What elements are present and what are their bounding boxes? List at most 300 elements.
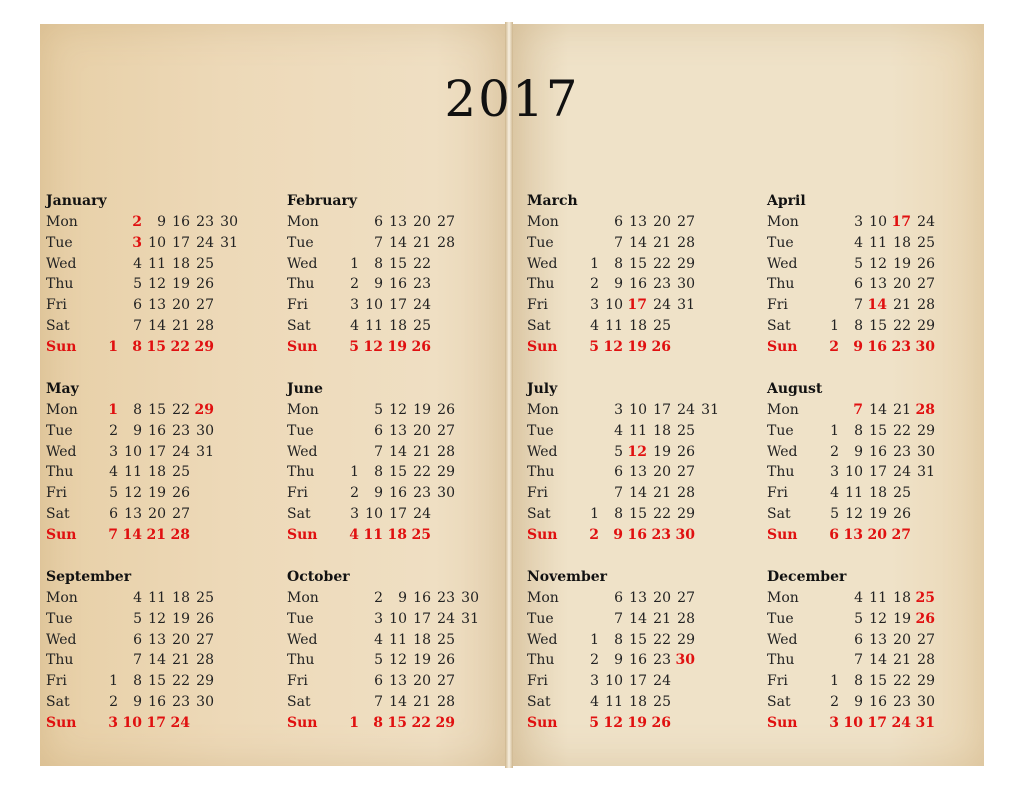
date-cell: 13 xyxy=(148,297,166,314)
date-cell: 14 xyxy=(869,402,887,418)
date-cell: 22 xyxy=(172,402,190,418)
date-cell: 29 xyxy=(917,318,935,334)
date-cell: 21 xyxy=(172,652,190,669)
date-cell: 10 xyxy=(605,297,623,314)
weekday-label: Thu xyxy=(767,652,795,669)
week-row xyxy=(767,444,997,464)
date-cell: 26 xyxy=(437,652,455,669)
month-name: June xyxy=(287,381,323,397)
date-cell: 25 xyxy=(677,422,695,439)
date-cell: 21 xyxy=(413,694,431,710)
week-row xyxy=(46,276,276,296)
date-cell: 11 xyxy=(363,526,383,543)
date-cell: 21 xyxy=(893,652,911,669)
weekday-label: Mon xyxy=(46,402,78,418)
date-cell: 29 xyxy=(435,714,455,731)
week-row xyxy=(46,339,276,359)
date-cell: 15 xyxy=(629,255,647,272)
date-cell: 7 xyxy=(108,526,118,543)
date-cell: 26 xyxy=(196,276,214,293)
week-row xyxy=(527,694,757,714)
date-cell: 26 xyxy=(677,443,695,460)
date-cell: 8 xyxy=(133,673,142,690)
date-cell: 29 xyxy=(194,338,214,355)
date-cell: 3 xyxy=(108,714,118,731)
date-cell: 17 xyxy=(629,673,647,690)
date-cell: 21 xyxy=(413,234,431,251)
date-cell: 13 xyxy=(869,276,887,293)
date-cell: 11 xyxy=(605,318,623,334)
date-cell: 28 xyxy=(677,610,695,627)
week-row xyxy=(287,485,517,505)
date-cell: 3 xyxy=(374,610,383,627)
date-cell: 18 xyxy=(893,590,911,606)
date-cell: 27 xyxy=(437,422,455,439)
date-cell: 27 xyxy=(677,464,695,481)
date-cell: 25 xyxy=(893,485,911,502)
date-cell: 21 xyxy=(893,402,911,418)
weekday-label: Wed xyxy=(46,443,77,460)
month-name: July xyxy=(527,381,558,397)
date-cell: 10 xyxy=(124,443,142,460)
date-cell: 2 xyxy=(590,652,599,669)
weekday-label: Wed xyxy=(527,443,558,460)
date-cell: 26 xyxy=(917,255,935,272)
date-cell: 17 xyxy=(653,402,671,418)
date-cell: 3 xyxy=(590,673,599,690)
date-cell: 17 xyxy=(389,506,407,522)
date-cell: 1 xyxy=(590,631,599,648)
weekday-label: Tue xyxy=(767,610,794,627)
date-cell: 8 xyxy=(373,714,383,731)
month-name: September xyxy=(46,569,132,585)
date-cell: 15 xyxy=(146,338,166,355)
date-cell: 30 xyxy=(196,694,214,710)
date-cell: 14 xyxy=(148,652,166,669)
weekday-label: Fri xyxy=(527,673,548,690)
week-row xyxy=(527,464,757,484)
weekday-label: Fri xyxy=(46,485,67,502)
date-cell: 5 xyxy=(614,443,623,460)
date-cell: 18 xyxy=(653,422,671,439)
week-row xyxy=(287,464,517,484)
date-cell: 1 xyxy=(830,673,839,690)
date-cell: 24 xyxy=(172,443,190,460)
date-cell: 26 xyxy=(651,338,671,355)
date-cell: 27 xyxy=(917,276,935,293)
date-cell: 29 xyxy=(677,506,695,522)
week-row xyxy=(287,402,517,422)
date-cell: 11 xyxy=(148,255,166,272)
date-cell: 10 xyxy=(843,714,863,731)
date-cell: 15 xyxy=(389,464,407,481)
date-cell: 7 xyxy=(374,694,383,710)
date-cell: 22 xyxy=(172,673,190,690)
weekday-label: Sun xyxy=(46,714,77,731)
date-cell: 31 xyxy=(677,297,695,314)
weekday-label: Fri xyxy=(287,485,308,502)
weekday-label: Sat xyxy=(287,694,311,710)
week-row xyxy=(287,632,517,652)
week-row xyxy=(527,506,757,526)
weekday-label: Sat xyxy=(46,694,70,710)
date-cell: 30 xyxy=(675,652,695,669)
date-cell: 19 xyxy=(413,652,431,669)
weekday-label: Thu xyxy=(527,464,555,481)
date-cell: 12 xyxy=(869,610,887,627)
weekday-label: Wed xyxy=(287,255,318,272)
date-cell: 14 xyxy=(629,234,647,251)
date-cell: 8 xyxy=(854,673,863,690)
weekday-label: Fri xyxy=(287,673,308,690)
week-row xyxy=(46,214,276,234)
date-cell: 15 xyxy=(148,673,166,690)
date-cell: 21 xyxy=(653,485,671,502)
date-cell: 19 xyxy=(627,338,647,355)
weekday-label: Sun xyxy=(46,338,77,355)
weekday-label: Sun xyxy=(527,338,558,355)
date-cell: 17 xyxy=(891,214,911,230)
date-cell: 29 xyxy=(194,402,214,418)
weekday-label: Thu xyxy=(46,464,74,481)
date-cell: 31 xyxy=(461,610,479,627)
date-cell: 3 xyxy=(829,714,839,731)
date-cell: 20 xyxy=(413,214,431,230)
date-cell: 19 xyxy=(387,338,407,355)
date-cell: 28 xyxy=(437,234,455,251)
date-cell: 5 xyxy=(109,485,118,502)
date-cell: 1 xyxy=(349,714,359,731)
date-cell: 31 xyxy=(196,443,214,460)
date-cell: 24 xyxy=(413,506,431,522)
date-cell: 4 xyxy=(590,318,599,334)
date-cell: 20 xyxy=(413,673,431,690)
date-cell: 12 xyxy=(603,714,623,731)
date-cell: 1 xyxy=(108,402,118,418)
date-cell: 28 xyxy=(437,694,455,710)
date-cell: 30 xyxy=(677,276,695,293)
date-cell: 13 xyxy=(869,631,887,648)
date-cell: 23 xyxy=(196,214,214,230)
date-cell: 15 xyxy=(629,631,647,648)
date-cell: 21 xyxy=(172,318,190,334)
date-cell: 17 xyxy=(146,714,166,731)
date-cell: 15 xyxy=(869,673,887,690)
weekday-label: Tue xyxy=(767,234,794,251)
week-row xyxy=(287,590,517,610)
date-cell: 20 xyxy=(413,422,431,439)
date-cell: 7 xyxy=(853,402,863,418)
date-cell: 29 xyxy=(677,631,695,648)
date-cell: 21 xyxy=(146,526,166,543)
date-cell: 2 xyxy=(109,694,118,710)
date-cell: 27 xyxy=(437,673,455,690)
date-cell: 22 xyxy=(893,422,911,439)
week-row xyxy=(527,590,757,610)
date-cell: 24 xyxy=(437,610,455,627)
date-cell: 12 xyxy=(845,506,863,522)
date-cell: 31 xyxy=(220,234,238,251)
week-row xyxy=(527,235,757,255)
date-cell: 23 xyxy=(653,652,671,669)
date-cell: 13 xyxy=(124,506,142,522)
date-cell: 11 xyxy=(845,485,863,502)
date-cell: 5 xyxy=(589,338,599,355)
date-cell: 14 xyxy=(389,234,407,251)
weekday-label: Tue xyxy=(46,422,73,439)
date-cell: 21 xyxy=(653,610,671,627)
weekday-label: Wed xyxy=(46,255,77,272)
date-cell: 18 xyxy=(172,255,190,272)
weekday-label: Thu xyxy=(287,464,315,481)
date-cell: 1 xyxy=(590,506,599,522)
date-cell: 2 xyxy=(830,694,839,710)
week-row xyxy=(527,485,757,505)
date-cell: 21 xyxy=(893,297,911,314)
week-row xyxy=(46,652,276,672)
weekday-label: Sat xyxy=(527,694,551,710)
week-row xyxy=(287,214,517,234)
weekday-label: Tue xyxy=(527,234,554,251)
month-name: May xyxy=(46,381,79,397)
date-cell: 11 xyxy=(389,631,407,648)
weekday-label: Fri xyxy=(287,297,308,314)
date-cell: 4 xyxy=(614,422,623,439)
date-cell: 15 xyxy=(629,506,647,522)
weekday-label: Sun xyxy=(287,714,318,731)
date-cell: 29 xyxy=(437,464,455,481)
week-row xyxy=(767,339,997,359)
date-cell: 28 xyxy=(917,297,935,314)
date-cell: 6 xyxy=(133,297,142,314)
date-cell: 15 xyxy=(389,255,407,272)
date-cell: 12 xyxy=(389,402,407,418)
date-cell: 17 xyxy=(389,297,407,314)
date-cell: 18 xyxy=(629,318,647,334)
date-cell: 30 xyxy=(196,422,214,439)
date-cell: 5 xyxy=(349,338,359,355)
week-row xyxy=(527,339,757,359)
date-cell: 15 xyxy=(387,714,407,731)
date-cell: 8 xyxy=(374,464,383,481)
date-cell: 26 xyxy=(915,610,935,627)
date-cell: 9 xyxy=(854,443,863,460)
week-row xyxy=(46,590,276,610)
date-cell: 20 xyxy=(893,631,911,648)
weekday-label: Tue xyxy=(46,234,73,251)
date-cell: 8 xyxy=(133,402,142,418)
date-cell: 28 xyxy=(677,234,695,251)
date-cell: 23 xyxy=(891,338,911,355)
date-cell: 3 xyxy=(132,234,142,251)
date-cell: 3 xyxy=(350,297,359,314)
date-cell: 8 xyxy=(614,506,623,522)
date-cell: 11 xyxy=(124,464,142,481)
weekday-label: Thu xyxy=(527,652,555,669)
date-cell: 1 xyxy=(109,673,118,690)
weekday-label: Sat xyxy=(46,318,70,334)
date-cell: 23 xyxy=(172,694,190,710)
date-cell: 19 xyxy=(627,714,647,731)
date-cell: 16 xyxy=(629,276,647,293)
date-cell: 11 xyxy=(869,234,887,251)
date-cell: 25 xyxy=(196,255,214,272)
weekday-label: Fri xyxy=(767,673,788,690)
date-cell: 30 xyxy=(917,443,935,460)
weekday-label: Mon xyxy=(46,214,78,230)
weekday-label: Sun xyxy=(527,526,558,543)
date-cell: 17 xyxy=(627,297,647,314)
week-row xyxy=(527,632,757,652)
date-cell: 6 xyxy=(614,464,623,481)
date-cell: 26 xyxy=(437,402,455,418)
weekday-label: Mon xyxy=(46,590,78,606)
date-cell: 13 xyxy=(148,631,166,648)
week-row xyxy=(767,715,997,735)
week-row xyxy=(287,297,517,317)
date-cell: 23 xyxy=(651,526,671,543)
date-cell: 16 xyxy=(413,590,431,606)
date-cell: 24 xyxy=(413,297,431,314)
week-row xyxy=(527,423,757,443)
date-cell: 5 xyxy=(374,402,383,418)
week-row xyxy=(767,318,997,338)
date-cell: 8 xyxy=(854,318,863,334)
weekday-label: Tue xyxy=(287,234,314,251)
weekday-label: Wed xyxy=(767,631,798,648)
date-cell: 25 xyxy=(411,526,431,543)
date-cell: 7 xyxy=(614,234,623,251)
week-row xyxy=(46,423,276,443)
weekday-label: Tue xyxy=(46,610,73,627)
date-cell: 2 xyxy=(374,590,383,606)
date-cell: 2 xyxy=(350,276,359,293)
date-cell: 22 xyxy=(170,338,190,355)
date-cell: 24 xyxy=(170,714,190,731)
date-cell: 15 xyxy=(869,318,887,334)
month-name: March xyxy=(527,193,578,209)
date-cell: 8 xyxy=(614,255,623,272)
date-cell: 6 xyxy=(614,590,623,606)
date-cell: 19 xyxy=(413,402,431,418)
weekday-label: Sun xyxy=(767,338,798,355)
date-cell: 16 xyxy=(867,338,887,355)
date-cell: 19 xyxy=(893,610,911,627)
date-cell: 4 xyxy=(830,485,839,502)
date-cell: 2 xyxy=(590,276,599,293)
date-cell: 14 xyxy=(389,694,407,710)
week-row xyxy=(527,318,757,338)
weekday-label: Sun xyxy=(527,714,558,731)
date-cell: 6 xyxy=(854,276,863,293)
date-cell: 24 xyxy=(196,234,214,251)
date-cell: 7 xyxy=(133,318,142,334)
date-cell: 14 xyxy=(869,652,887,669)
weekday-label: Wed xyxy=(527,255,558,272)
date-cell: 29 xyxy=(917,673,935,690)
weekday-label: Mon xyxy=(287,402,319,418)
date-cell: 22 xyxy=(653,506,671,522)
date-cell: 10 xyxy=(389,610,407,627)
date-cell: 12 xyxy=(124,485,142,502)
date-cell: 20 xyxy=(653,214,671,230)
month-name: December xyxy=(767,569,847,585)
date-cell: 6 xyxy=(374,214,383,230)
date-cell: 27 xyxy=(196,631,214,648)
weekday-label: Fri xyxy=(46,297,67,314)
week-row xyxy=(287,318,517,338)
date-cell: 23 xyxy=(413,276,431,293)
date-cell: 24 xyxy=(917,214,935,230)
date-cell: 7 xyxy=(614,485,623,502)
date-cell: 26 xyxy=(196,610,214,627)
date-cell: 20 xyxy=(148,506,166,522)
date-cell: 3 xyxy=(830,464,839,481)
month-name: February xyxy=(287,193,358,209)
date-cell: 12 xyxy=(363,338,383,355)
date-cell: 10 xyxy=(845,464,863,481)
date-cell: 26 xyxy=(893,506,911,522)
weekday-label: Thu xyxy=(46,276,74,293)
date-cell: 21 xyxy=(413,443,431,460)
week-row xyxy=(767,235,997,255)
date-cell: 25 xyxy=(653,694,671,710)
date-cell: 28 xyxy=(917,652,935,669)
date-cell: 28 xyxy=(915,402,935,418)
weekday-label: Tue xyxy=(287,610,314,627)
weekday-label: Fri xyxy=(527,297,548,314)
week-row xyxy=(287,611,517,631)
week-row xyxy=(46,464,276,484)
date-cell: 17 xyxy=(869,464,887,481)
date-cell: 26 xyxy=(411,338,431,355)
date-cell: 9 xyxy=(133,694,142,710)
date-cell: 6 xyxy=(829,526,839,543)
weekday-label: Sun xyxy=(287,338,318,355)
date-cell: 29 xyxy=(917,422,935,439)
weekday-label: Sat xyxy=(287,318,311,334)
date-cell: 2 xyxy=(109,422,118,439)
weekday-label: Thu xyxy=(287,652,315,669)
date-cell: 22 xyxy=(893,318,911,334)
date-cell: 25 xyxy=(917,234,935,251)
date-cell: 7 xyxy=(133,652,142,669)
weekday-label: Fri xyxy=(46,673,67,690)
date-cell: 25 xyxy=(915,590,935,606)
date-cell: 17 xyxy=(867,714,887,731)
date-cell: 9 xyxy=(374,485,383,502)
date-cell: 24 xyxy=(893,464,911,481)
weekday-label: Sun xyxy=(287,526,318,543)
week-row xyxy=(527,444,757,464)
weekday-label: Fri xyxy=(767,485,788,502)
date-cell: 14 xyxy=(629,485,647,502)
week-row xyxy=(287,235,517,255)
date-cell: 17 xyxy=(413,610,431,627)
date-cell: 5 xyxy=(854,255,863,272)
week-row xyxy=(46,256,276,276)
date-cell: 16 xyxy=(148,422,166,439)
date-cell: 30 xyxy=(915,338,935,355)
weekday-label: Sat xyxy=(287,506,311,522)
weekday-label: Tue xyxy=(527,610,554,627)
month-name: November xyxy=(527,569,608,585)
weekday-label: Thu xyxy=(287,276,315,293)
weekday-label: Sat xyxy=(767,506,791,522)
weekday-label: Fri xyxy=(767,297,788,314)
date-cell: 27 xyxy=(196,297,214,314)
week-row xyxy=(287,423,517,443)
